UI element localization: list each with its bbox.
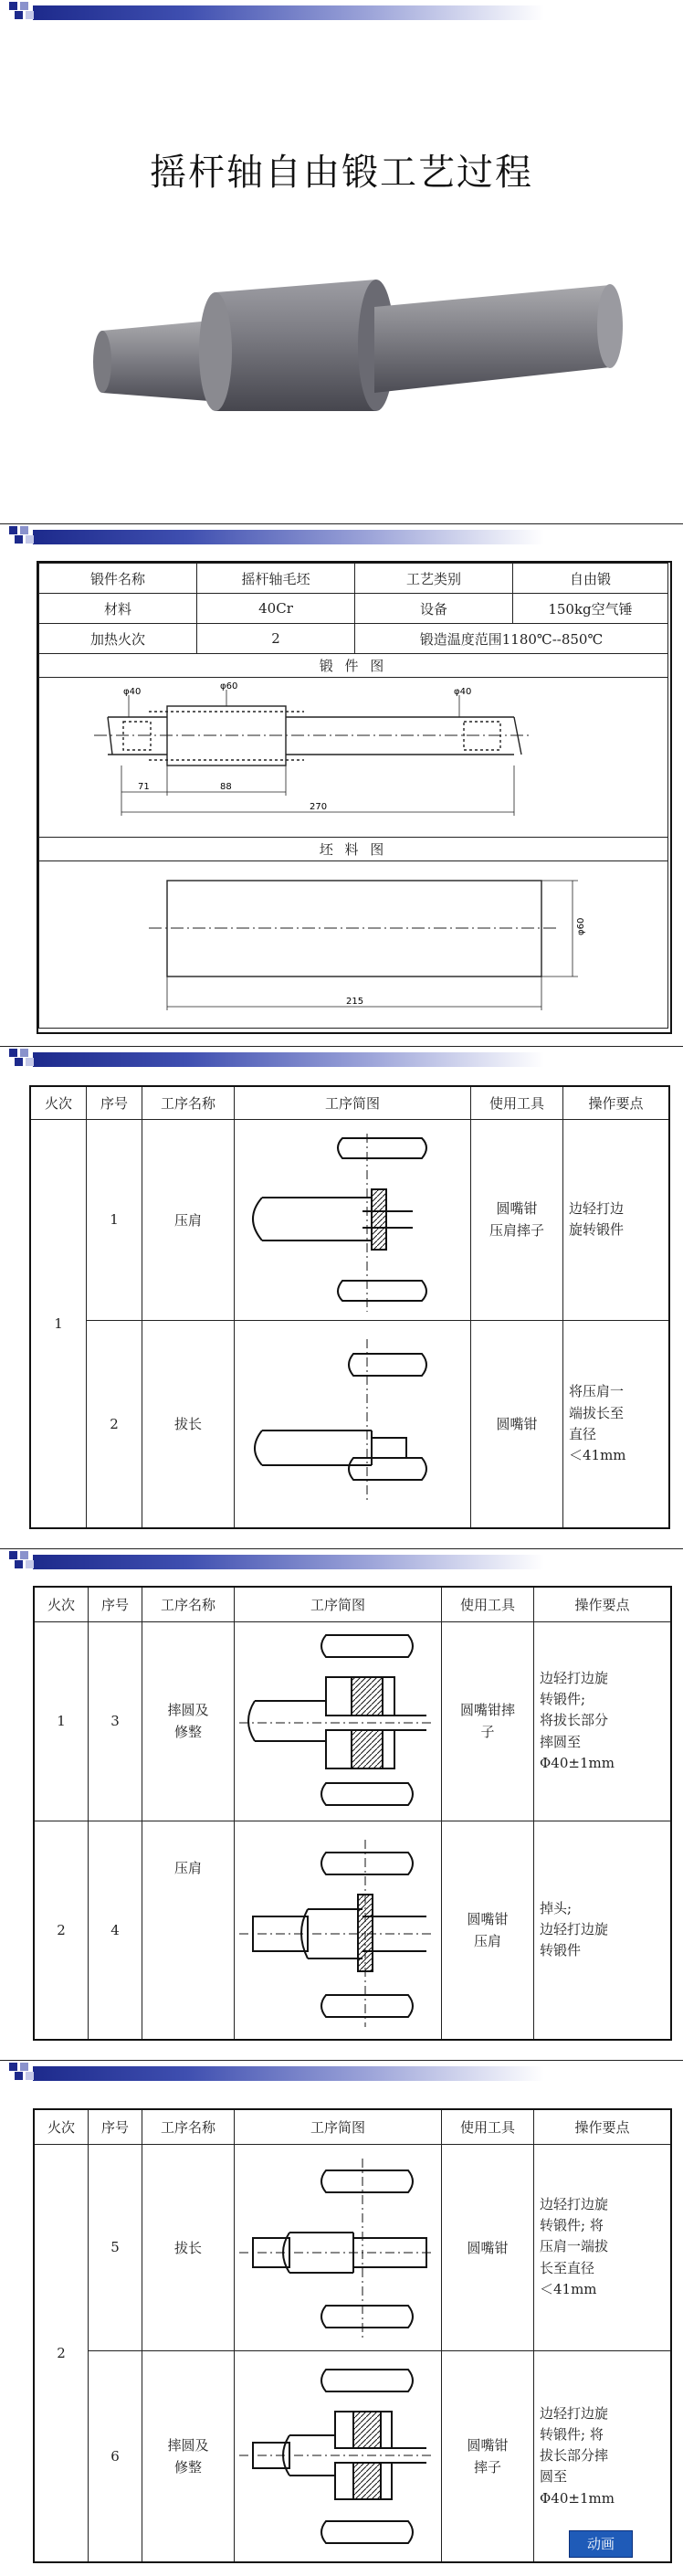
cell-seq: 6 <box>89 2350 142 2562</box>
cell-equipment: 150kg空气锤 <box>513 594 668 624</box>
name-line: 摔圆及 <box>167 1702 209 1718</box>
forging-drawing <box>39 679 667 837</box>
cell-notes <box>563 1119 670 1320</box>
cell-notes <box>534 1621 672 1821</box>
name-line: 修整 <box>173 2458 202 2476</box>
slide-header-bar <box>0 524 683 544</box>
header-diagram: 工序简图 <box>235 1587 442 1621</box>
dim-total-length: 270 <box>310 801 328 812</box>
slide-title <box>0 0 683 519</box>
diagram-shoulder-press <box>235 1120 468 1319</box>
note-line: 压肩一端拔 <box>540 2238 609 2255</box>
cell-name: 拔长 <box>142 1320 235 1528</box>
cell-diagram <box>235 2144 442 2350</box>
header-tools: 使用工具 <box>442 2109 534 2144</box>
slide-process-steps-2 <box>0 1548 683 2056</box>
header-heat: 火次 <box>34 2109 89 2144</box>
cell-label-part-name: 锻件名称 <box>39 564 197 594</box>
note-line: 边轻打边旋 <box>540 1669 609 1686</box>
cell-tools <box>442 2350 534 2562</box>
cell-heat: 2 <box>34 2144 89 2562</box>
note-line: ＜41mm <box>569 1447 626 1463</box>
header-heat: 火次 <box>30 1086 87 1119</box>
header-process-name: 工序名称 <box>142 1587 235 1621</box>
header-notes: 操作要点 <box>563 1086 670 1119</box>
cell-seq: 1 <box>87 1119 142 1320</box>
cell-name: 压肩 <box>142 1119 235 1320</box>
cell-seq: 5 <box>89 2144 142 2350</box>
dim-blank-length: 215 <box>346 996 364 1007</box>
dim-collar-diameter: φ60 <box>220 681 238 692</box>
note-line: 转锻件; 将 <box>540 2425 604 2443</box>
tool-line: 圆嘴钳 <box>496 1200 538 1217</box>
cell-name <box>142 2350 235 2562</box>
diagram-drawing-out-2 <box>235 2145 439 2349</box>
cell-material: 40Cr <box>197 594 355 624</box>
note-line: 拔长部分摔 <box>540 2447 609 2465</box>
slide-process-steps-1 <box>0 1046 683 1545</box>
slide-header-bar <box>0 1549 683 1569</box>
slide-process-steps-3 <box>0 2060 683 2576</box>
cell-process-type: 自由锻 <box>513 564 668 594</box>
forging-drawing-cell <box>39 678 668 838</box>
header-seq: 序号 <box>87 1086 142 1119</box>
header-seq: 序号 <box>89 1587 142 1621</box>
blank-drawing <box>39 862 667 1028</box>
dim-right-diameter: φ40 <box>454 686 472 697</box>
cell-tools <box>471 1119 563 1320</box>
note-line: Φ40±1mm <box>540 1754 615 1771</box>
cell-temp-range: 锻造温度范围1180℃--850℃ <box>355 624 668 654</box>
cell-heat: 2 <box>34 1821 89 2040</box>
header-tools: 使用工具 <box>442 1587 534 1621</box>
dim-blank-diameter: φ60 <box>576 917 586 935</box>
cell-part-name: 摇杆轴毛坯 <box>197 564 355 594</box>
cell-label-process-type: 工艺类别 <box>355 564 513 594</box>
note-line: 转锻件 <box>540 1942 582 1959</box>
cell-heats: 2 <box>197 624 355 654</box>
header-process-name: 工序名称 <box>142 2109 235 2144</box>
cell-notes <box>534 2144 672 2350</box>
note-line: 圆至 <box>540 2468 568 2486</box>
tool-line: 压肩 <box>473 1932 501 1949</box>
cell-tools: 圆嘴钳 <box>471 1320 563 1528</box>
note-line: 将压肩一 <box>569 1383 625 1400</box>
cell-name: 压肩 <box>142 1821 235 2040</box>
note-line: 摔圆至 <box>540 1733 582 1750</box>
cell-diagram <box>235 1320 471 1528</box>
cell-notes <box>563 1320 670 1528</box>
process-table <box>33 2108 672 2563</box>
blank-drawing-heading: 坯 料 图 <box>39 838 668 861</box>
header-diagram: 工序简图 <box>235 1086 471 1119</box>
cell-label-equipment: 设备 <box>355 594 513 624</box>
header-seq: 序号 <box>89 2109 142 2144</box>
forging-info-table <box>38 563 668 1029</box>
tool-line: 压肩摔子 <box>489 1222 544 1239</box>
slide-forging-drawing <box>0 523 683 1042</box>
note-line: 长至直径 <box>540 2259 595 2276</box>
process-table <box>29 1085 670 1529</box>
note-line: 转锻件; 将 <box>540 2217 604 2234</box>
header-diagram: 工序简图 <box>235 2109 442 2144</box>
shaft-3d-render <box>0 0 683 519</box>
note-line: 直径 <box>569 1425 597 1442</box>
page-title: 摇杆轴自由锻工艺过程 <box>150 151 533 194</box>
header-heat: 火次 <box>34 1587 89 1621</box>
cell-heat: 1 <box>34 1621 89 1821</box>
note-line: ＜41mm <box>540 2280 597 2297</box>
cell-diagram <box>235 1119 471 1320</box>
cell-tools <box>442 1621 534 1821</box>
slide-header-bar <box>0 1047 683 1067</box>
diagram-rounding-2 <box>235 2351 439 2561</box>
header-notes: 操作要点 <box>534 2109 672 2144</box>
diagram-shoulder-press-2 <box>235 1821 439 2039</box>
cell-seq: 2 <box>87 1320 142 1528</box>
cell-name: 拔长 <box>142 2144 235 2350</box>
process-table <box>33 1586 672 2041</box>
cell-notes <box>534 1821 672 2040</box>
tool-line: 圆嘴钳摔 <box>459 1702 515 1718</box>
tool-line: 摔子 <box>473 2458 501 2476</box>
cell-label-heats: 加热火次 <box>39 624 197 654</box>
forging-drawing-heading: 锻 件 图 <box>39 654 668 678</box>
note-line: 掉头; <box>540 1899 573 1916</box>
slide-header-bar <box>0 2061 683 2081</box>
tool-line: 子 <box>480 1724 495 1740</box>
note-line: 边轻打边旋 <box>540 1921 609 1938</box>
name-line: 摔圆及 <box>167 2436 209 2454</box>
cell-tools: 圆嘴钳 <box>442 2144 534 2350</box>
header-tools: 使用工具 <box>471 1086 563 1119</box>
dim-left-diameter: φ40 <box>123 686 142 697</box>
cell-name <box>142 1621 235 1821</box>
cell-tools <box>442 1821 534 2040</box>
note-line: 转锻件; <box>540 1691 586 1708</box>
cell-heat: 1 <box>30 1119 87 1528</box>
dim-left-length: 71 <box>138 781 150 792</box>
note-line: 边轻打边 <box>569 1199 625 1217</box>
blank-drawing-cell <box>39 861 668 1029</box>
tool-line: 圆嘴钳 <box>467 1910 509 1927</box>
cell-label-material: 材料 <box>39 594 197 624</box>
header-notes: 操作要点 <box>534 1587 672 1621</box>
diagram-drawing-out <box>235 1321 468 1527</box>
note-line: 旋转锻件 <box>569 1221 625 1238</box>
note-line: 边轻打边旋 <box>540 2404 609 2422</box>
note-line: 端拔长至 <box>569 1404 625 1421</box>
note-line: 将拔长部分 <box>540 1712 609 1729</box>
animation-button[interactable]: 动画 <box>569 2530 633 2558</box>
cell-seq: 4 <box>89 1821 142 2040</box>
note-line: 边轻打边旋 <box>540 2195 609 2212</box>
note-line: Φ40±1mm <box>540 2489 615 2507</box>
cell-diagram <box>235 1621 442 1821</box>
dim-collar-length: 88 <box>220 781 232 792</box>
cell-diagram <box>235 1821 442 2040</box>
cell-seq: 3 <box>89 1621 142 1821</box>
diagram-rounding <box>235 1622 439 1820</box>
name-line: 修整 <box>173 1724 202 1740</box>
cell-diagram <box>235 2350 442 2562</box>
header-process-name: 工序名称 <box>142 1086 235 1119</box>
tool-line: 圆嘴钳 <box>467 2436 509 2454</box>
